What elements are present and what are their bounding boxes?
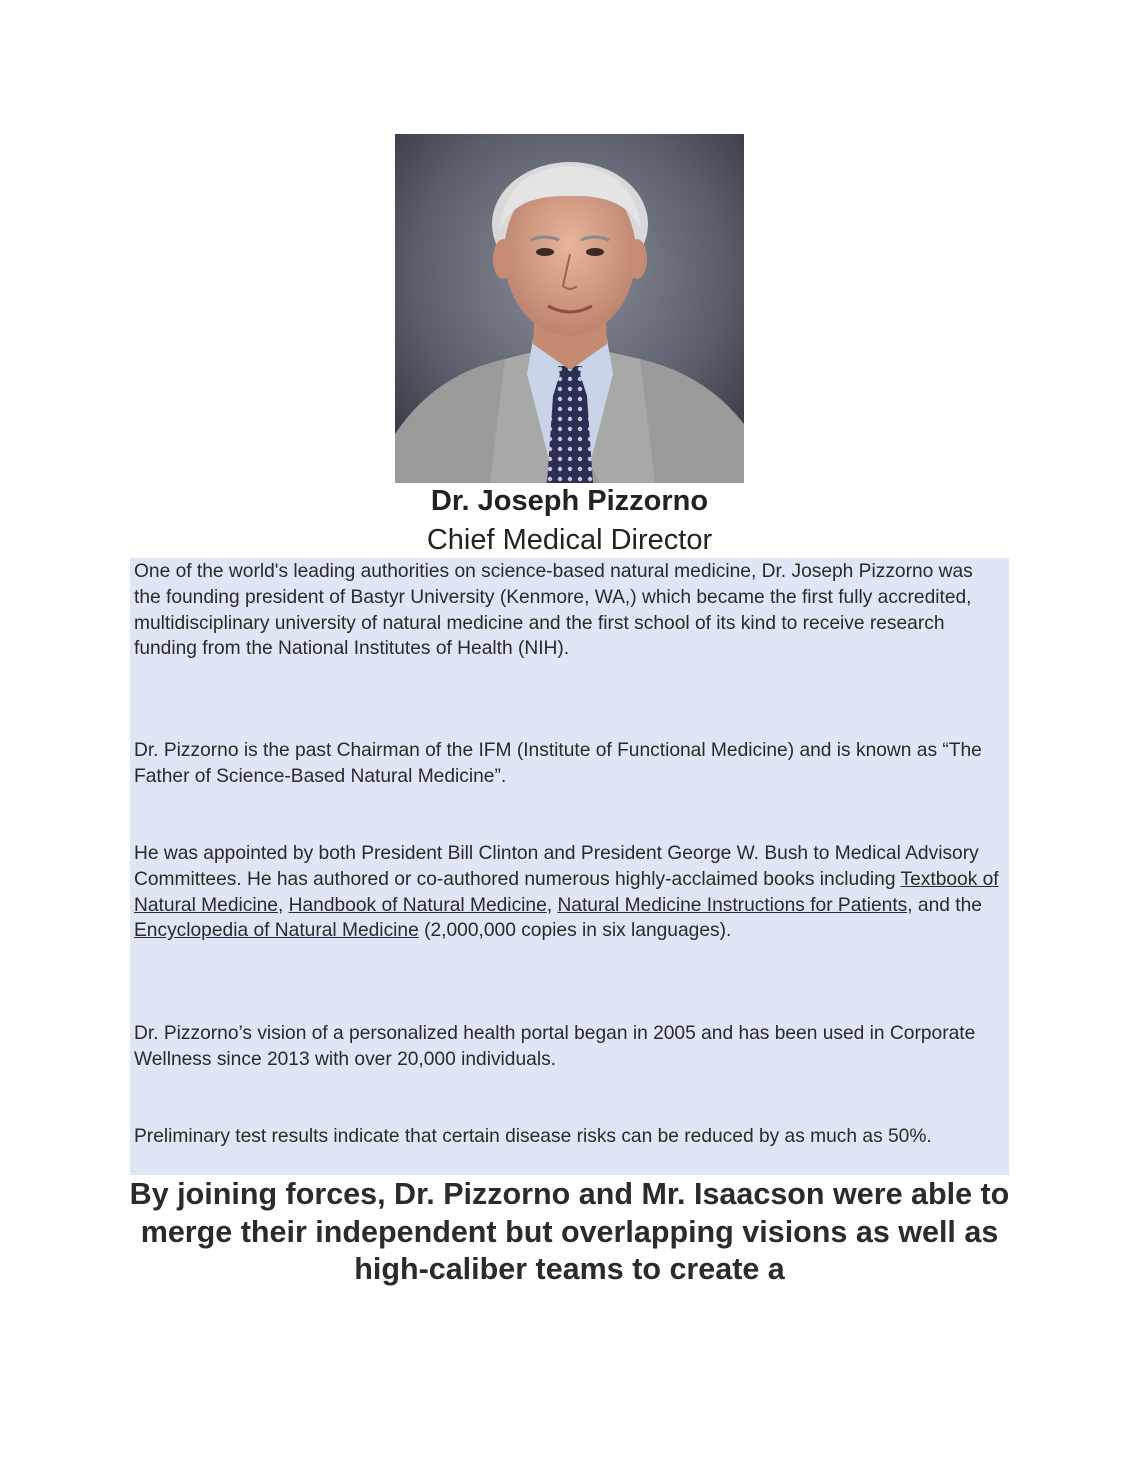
bio-paragraph-3 bbox=[134, 841, 1004, 944]
bio-paragraph-5: Preliminary test results indicate that certain disease risks can be reduced by as much as 50%. bbox=[134, 1126, 932, 1147]
bio-paragraph-3-outro: (2,000,000 copies in six languages). bbox=[418, 920, 732, 942]
bio-paragraph-1: One of the world's leading authorities on science-based natural medicine, Dr. Joseph Pizzorno was the founding president of Bastyr University (Kenmore, WA,) which became the first fully accredited, multidisciplinary university of natural medicine and the first school of its kind to receive research funding from the National Institutes of Health (NIH). bbox=[134, 561, 973, 660]
portrait-image bbox=[395, 134, 744, 483]
book-encyclopedia-link[interactable]: Encyclopedia of Natural Medicine bbox=[134, 920, 419, 942]
portrait-photo bbox=[395, 134, 744, 483]
bio-separator: , and the bbox=[907, 894, 982, 916]
book-handbook-link[interactable]: Handbook of Natural Medicine bbox=[288, 894, 547, 916]
bio-paragraph-3-intro: He was appointed by both President Bill Clinton and President George W. Bush to Medical Advisory Committees. He has authored or co-authored numerous highly-acclaimed books including bbox=[134, 843, 979, 890]
person-title: Chief Medical Director bbox=[426, 524, 713, 556]
person-name: Dr. Joseph Pizzorno bbox=[430, 485, 709, 517]
book-instructions-link[interactable]: Natural Medicine Instructions for Patients bbox=[557, 894, 908, 916]
bio-paragraph-2: Dr. Pizzorno is the past Chairman of the IFM (Institute of Functional Medicine) and is known as “The Father of Science-Based Natural Medicine”. bbox=[134, 740, 982, 787]
bio-box bbox=[130, 558, 1009, 1175]
bio-paragraph-4: Dr. Pizzorno’s vision of a personalized health portal began in 2005 and has been used in Corporate Wellness since 2013 with over 20,000 individuals. bbox=[134, 1023, 976, 1070]
closing-statement: By joining forces, Dr. Pizzorno and Mr. Isaacson were able to merge their independent but overlapping visions as well as high-caliber teams to create a bbox=[129, 1177, 1010, 1286]
bio-separator: , bbox=[277, 894, 289, 916]
bio-separator: , bbox=[546, 894, 558, 916]
book-textbook-link[interactable]: Textbook of Natural Medicine bbox=[134, 868, 999, 916]
